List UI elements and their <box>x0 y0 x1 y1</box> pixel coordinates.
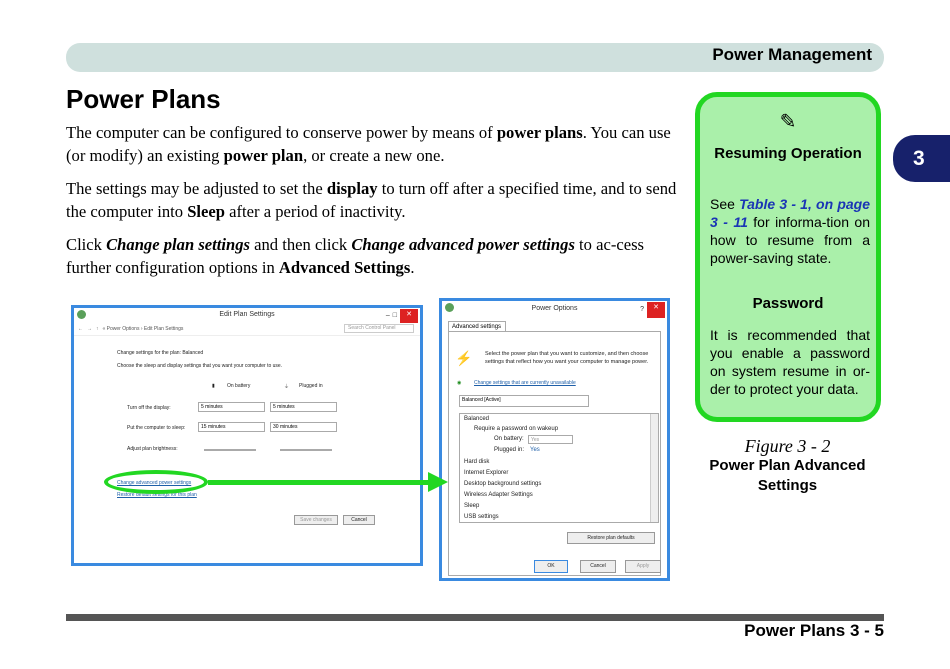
sidebar-heading-password: Password <box>752 295 824 312</box>
display-battery-select[interactable]: 5 minutes <box>198 402 265 412</box>
change-unavailable-link[interactable]: Change settings that are currently unavailable <box>474 380 576 386</box>
close-icon[interactable]: ✕ <box>647 302 665 318</box>
edit-plan-window <box>71 305 423 566</box>
figure-label: Figure 3 - 2 <box>744 436 831 456</box>
tree-item-sleep[interactable]: Sleep <box>464 503 480 509</box>
display-row-label: Turn off the display: <box>127 405 171 411</box>
edit-plan-titlebar <box>74 308 420 322</box>
settings-tree <box>459 413 659 523</box>
sidebar-note <box>695 92 881 422</box>
page-title: Power Plans <box>66 84 221 114</box>
callout-arrow-line <box>208 480 430 485</box>
header-title: Power Management <box>712 45 872 64</box>
tree-item-desktop-background[interactable]: Desktop background settings <box>464 481 542 487</box>
close-icon[interactable]: ✕ <box>400 309 418 323</box>
address-bar <box>74 322 420 336</box>
plugged-in-label: Plugged in <box>299 383 323 389</box>
power-plan-icon: ⚡ <box>455 350 473 366</box>
plan-select[interactable]: Balanced [Active] <box>459 395 589 407</box>
brightness-row-label: Adjust plan brightness: <box>127 446 178 452</box>
tree-item-password[interactable]: Require a password on wakeup <box>474 426 559 432</box>
restore-plan-defaults-button[interactable]: Restore plan defaults <box>567 532 655 544</box>
window-controls <box>386 309 418 323</box>
brightness-plugged-slider[interactable] <box>280 449 332 451</box>
plug-icon: ⏚ <box>284 384 290 390</box>
sleep-plugged-select[interactable]: 30 minutes <box>270 422 337 432</box>
tree-scrollbar[interactable] <box>650 414 658 522</box>
minimize-icon[interactable]: – <box>385 312 390 319</box>
shield-icon: ◉ <box>457 380 462 386</box>
tree-item-usb-settings[interactable]: USB settings <box>464 514 499 520</box>
save-changes-button[interactable]: Save changes <box>294 515 338 525</box>
sleep-battery-select[interactable]: 15 minutes <box>198 422 265 432</box>
chapter-tab: 3 <box>893 135 950 182</box>
cancel-button[interactable]: Cancel <box>343 515 375 525</box>
change-advanced-link[interactable]: Change advanced power settings <box>117 480 192 486</box>
up-icon[interactable]: ↑ <box>96 325 99 332</box>
back-icon[interactable]: ← <box>78 325 83 332</box>
paragraph-3: Click Change plan settings and then click Change advanced power settings to ac-cess further configuration options in Advanced Settings. <box>66 235 645 277</box>
plugged-in-value[interactable]: Yes <box>530 447 540 453</box>
control-panel-icon <box>77 310 86 319</box>
apply-button[interactable]: Apply <box>625 560 661 573</box>
intro-text: Select the power plan that you want to customize, and then choose settings that reflect how you want your computer to manage power. <box>485 351 649 365</box>
tree-item-wireless-adapter[interactable]: Wireless Adapter Settings <box>464 492 533 498</box>
search-input[interactable]: Search Control Panel <box>344 324 414 333</box>
display-plugged-select[interactable]: 5 minutes <box>270 402 337 412</box>
on-battery-select[interactable]: Yes <box>528 435 573 444</box>
tree-item-internet-explorer[interactable]: Internet Explorer <box>464 470 509 476</box>
forward-icon[interactable]: → <box>87 325 92 332</box>
on-battery-label: On battery <box>227 383 251 389</box>
sidebar-text-password: It is recommended that you enable a password on system resume in or-der to protect your data. <box>710 327 870 397</box>
cancel-button[interactable]: Cancel <box>580 560 616 573</box>
tab-advanced-settings[interactable]: Advanced settings <box>448 321 506 332</box>
footer-bar <box>66 614 884 621</box>
power-options-titlebar <box>442 301 667 317</box>
ok-button[interactable]: OK <box>534 560 568 573</box>
figure-caption: Power Plan Advanced Settings <box>709 457 866 494</box>
paragraph-2: The settings may be adjusted to set the display to turn off after a specified time, and to send the computer into Sleep after a period of inactivity. <box>66 179 677 221</box>
paragraph-1: The computer can be configured to conserve power by means of power plans. You can use (or modify) an existing power plan, or create a new one. <box>66 123 671 165</box>
highlight-oval <box>104 470 208 494</box>
footer-page-label: Power Plans 3 - 5 <box>744 621 884 640</box>
pencil-icon: ✎ <box>779 111 797 133</box>
tree-item-hard-disk[interactable]: Hard disk <box>464 459 490 465</box>
power-options-window <box>439 298 670 581</box>
sidebar-heading-resuming: Resuming Operation <box>714 145 862 162</box>
battery-icon: ▮ <box>212 383 215 389</box>
callout-arrow-head <box>428 472 448 492</box>
plugged-in-label: Plugged in: <box>494 447 525 453</box>
plan-heading: Change settings for the plan: Balanced <box>117 350 204 356</box>
sidebar-text-resuming: See Table 3 - 1, on page 3 - 11 for informa-tion on how to resume from a power-saving state. <box>710 196 870 266</box>
window-title: Edit Plan Settings <box>219 311 275 318</box>
plan-subheading: Choose the sleep and display settings that you want your computer to use. <box>117 363 283 369</box>
maximize-icon[interactable]: □ <box>392 312 397 319</box>
brightness-battery-slider[interactable] <box>204 449 256 451</box>
on-battery-label: On battery: <box>494 436 524 442</box>
breadcrumb[interactable]: « Power Options › Edit Plan Settings <box>102 325 184 332</box>
tree-item-balanced[interactable]: Balanced <box>464 416 490 422</box>
window-title: Power Options <box>531 305 578 312</box>
settings-panel <box>448 331 661 576</box>
window-controls <box>640 302 665 318</box>
power-icon <box>445 303 454 312</box>
sleep-row-label: Put the computer to sleep: <box>127 425 186 431</box>
restore-defaults-link[interactable]: Restore default settings for this plan <box>117 492 197 498</box>
help-icon[interactable]: ? <box>640 306 644 313</box>
table-reference-link[interactable]: Table 3 - 1, on page 3 - 11 <box>710 196 870 230</box>
